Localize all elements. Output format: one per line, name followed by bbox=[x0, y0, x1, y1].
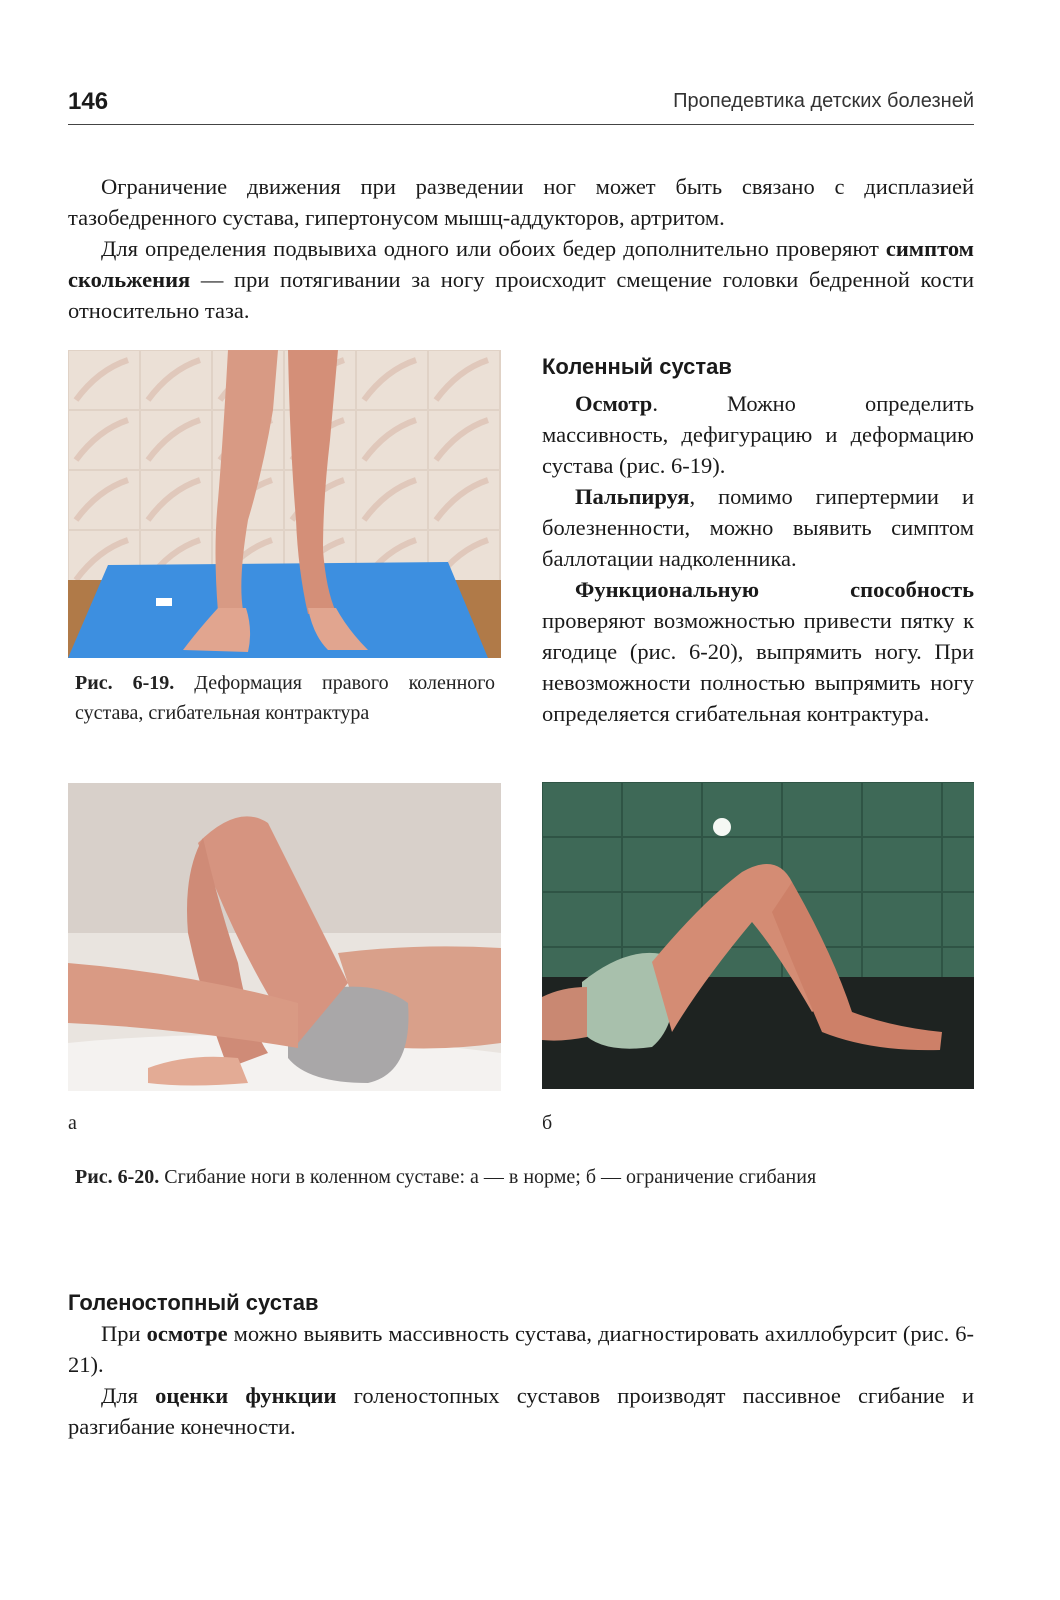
figure-6-20a-photo bbox=[68, 783, 501, 1091]
intro-paragraph-1: Ограничение движения при разведении ног может быть связано с дисплазией тазобедренного сустава, гипертонусом мышц-аддукторов, артритом. bbox=[68, 174, 974, 230]
term-functional-ability: Функциональную способность bbox=[575, 577, 974, 602]
term-function-assessment: оценки функции bbox=[155, 1383, 337, 1408]
figure-6-20b-label: б bbox=[542, 1112, 553, 1134]
term-palpation: Пальпируя bbox=[575, 484, 690, 509]
figure-6-19-label: Рис. 6-19. bbox=[75, 672, 175, 694]
term-sliding-symptom: симптом скольжения bbox=[68, 236, 974, 292]
knee-paragraph-3: Функциональную способность проверяют возможностью привести пятку к ягодице (рис. 6-20), выпрямить ногу. При невозможности полностью выпрямить ногу определяется сгибательная контрактура. bbox=[542, 577, 974, 726]
figure-6-20a-label: а bbox=[68, 1112, 77, 1134]
section-heading-knee: Коленный сустав bbox=[542, 354, 732, 379]
section-heading-ankle: Голеностопный сустав bbox=[68, 1290, 319, 1315]
figure-6-20-caption: Рис. 6-20. Сгибание ноги в коленном суставе: а — в норме; б — ограничение сгибания bbox=[75, 1166, 817, 1188]
ankle-paragraph-1: При осмотре можно выявить массивность сустава, диагностировать ахиллобурсит (рис. 6-21). bbox=[68, 1321, 975, 1377]
figure-6-19-photo bbox=[68, 350, 501, 658]
running-title: Пропедевтика детских болезней bbox=[673, 90, 974, 112]
figure-6-20b-photo bbox=[542, 782, 974, 1089]
term-inspection: Осмотр bbox=[575, 391, 653, 416]
knee-paragraph-2: Пальпируя, помимо гипертермии и болезненности, можно выявить симптом баллотации надколенника. bbox=[542, 484, 974, 571]
header-rule bbox=[68, 124, 974, 125]
figure-6-20-label: Рис. 6-20. bbox=[75, 1166, 160, 1188]
term-inspection-ankle: осмотре bbox=[146, 1321, 228, 1346]
figure-6-19-caption: Рис. 6-19. Деформация правого коленного сустава, сгибательная контрактура bbox=[75, 672, 495, 724]
intro-paragraph-2: Для определения подвывиха одного или обоих бедер дополнительно проверяют симптом скольжения — при потягивании за ногу происходит смещение головки бедренной кости относительно таза. bbox=[68, 236, 974, 323]
knee-paragraph-1: Осмотр. Можно определить массивность, дефигурацию и деформацию сустава (рис. 6-19). bbox=[542, 391, 974, 478]
page-number: 146 bbox=[68, 88, 109, 115]
ankle-paragraph-2: Для оценки функции голеностопных суставов производят пассивное сгибание и разгибание конечности. bbox=[68, 1383, 974, 1439]
